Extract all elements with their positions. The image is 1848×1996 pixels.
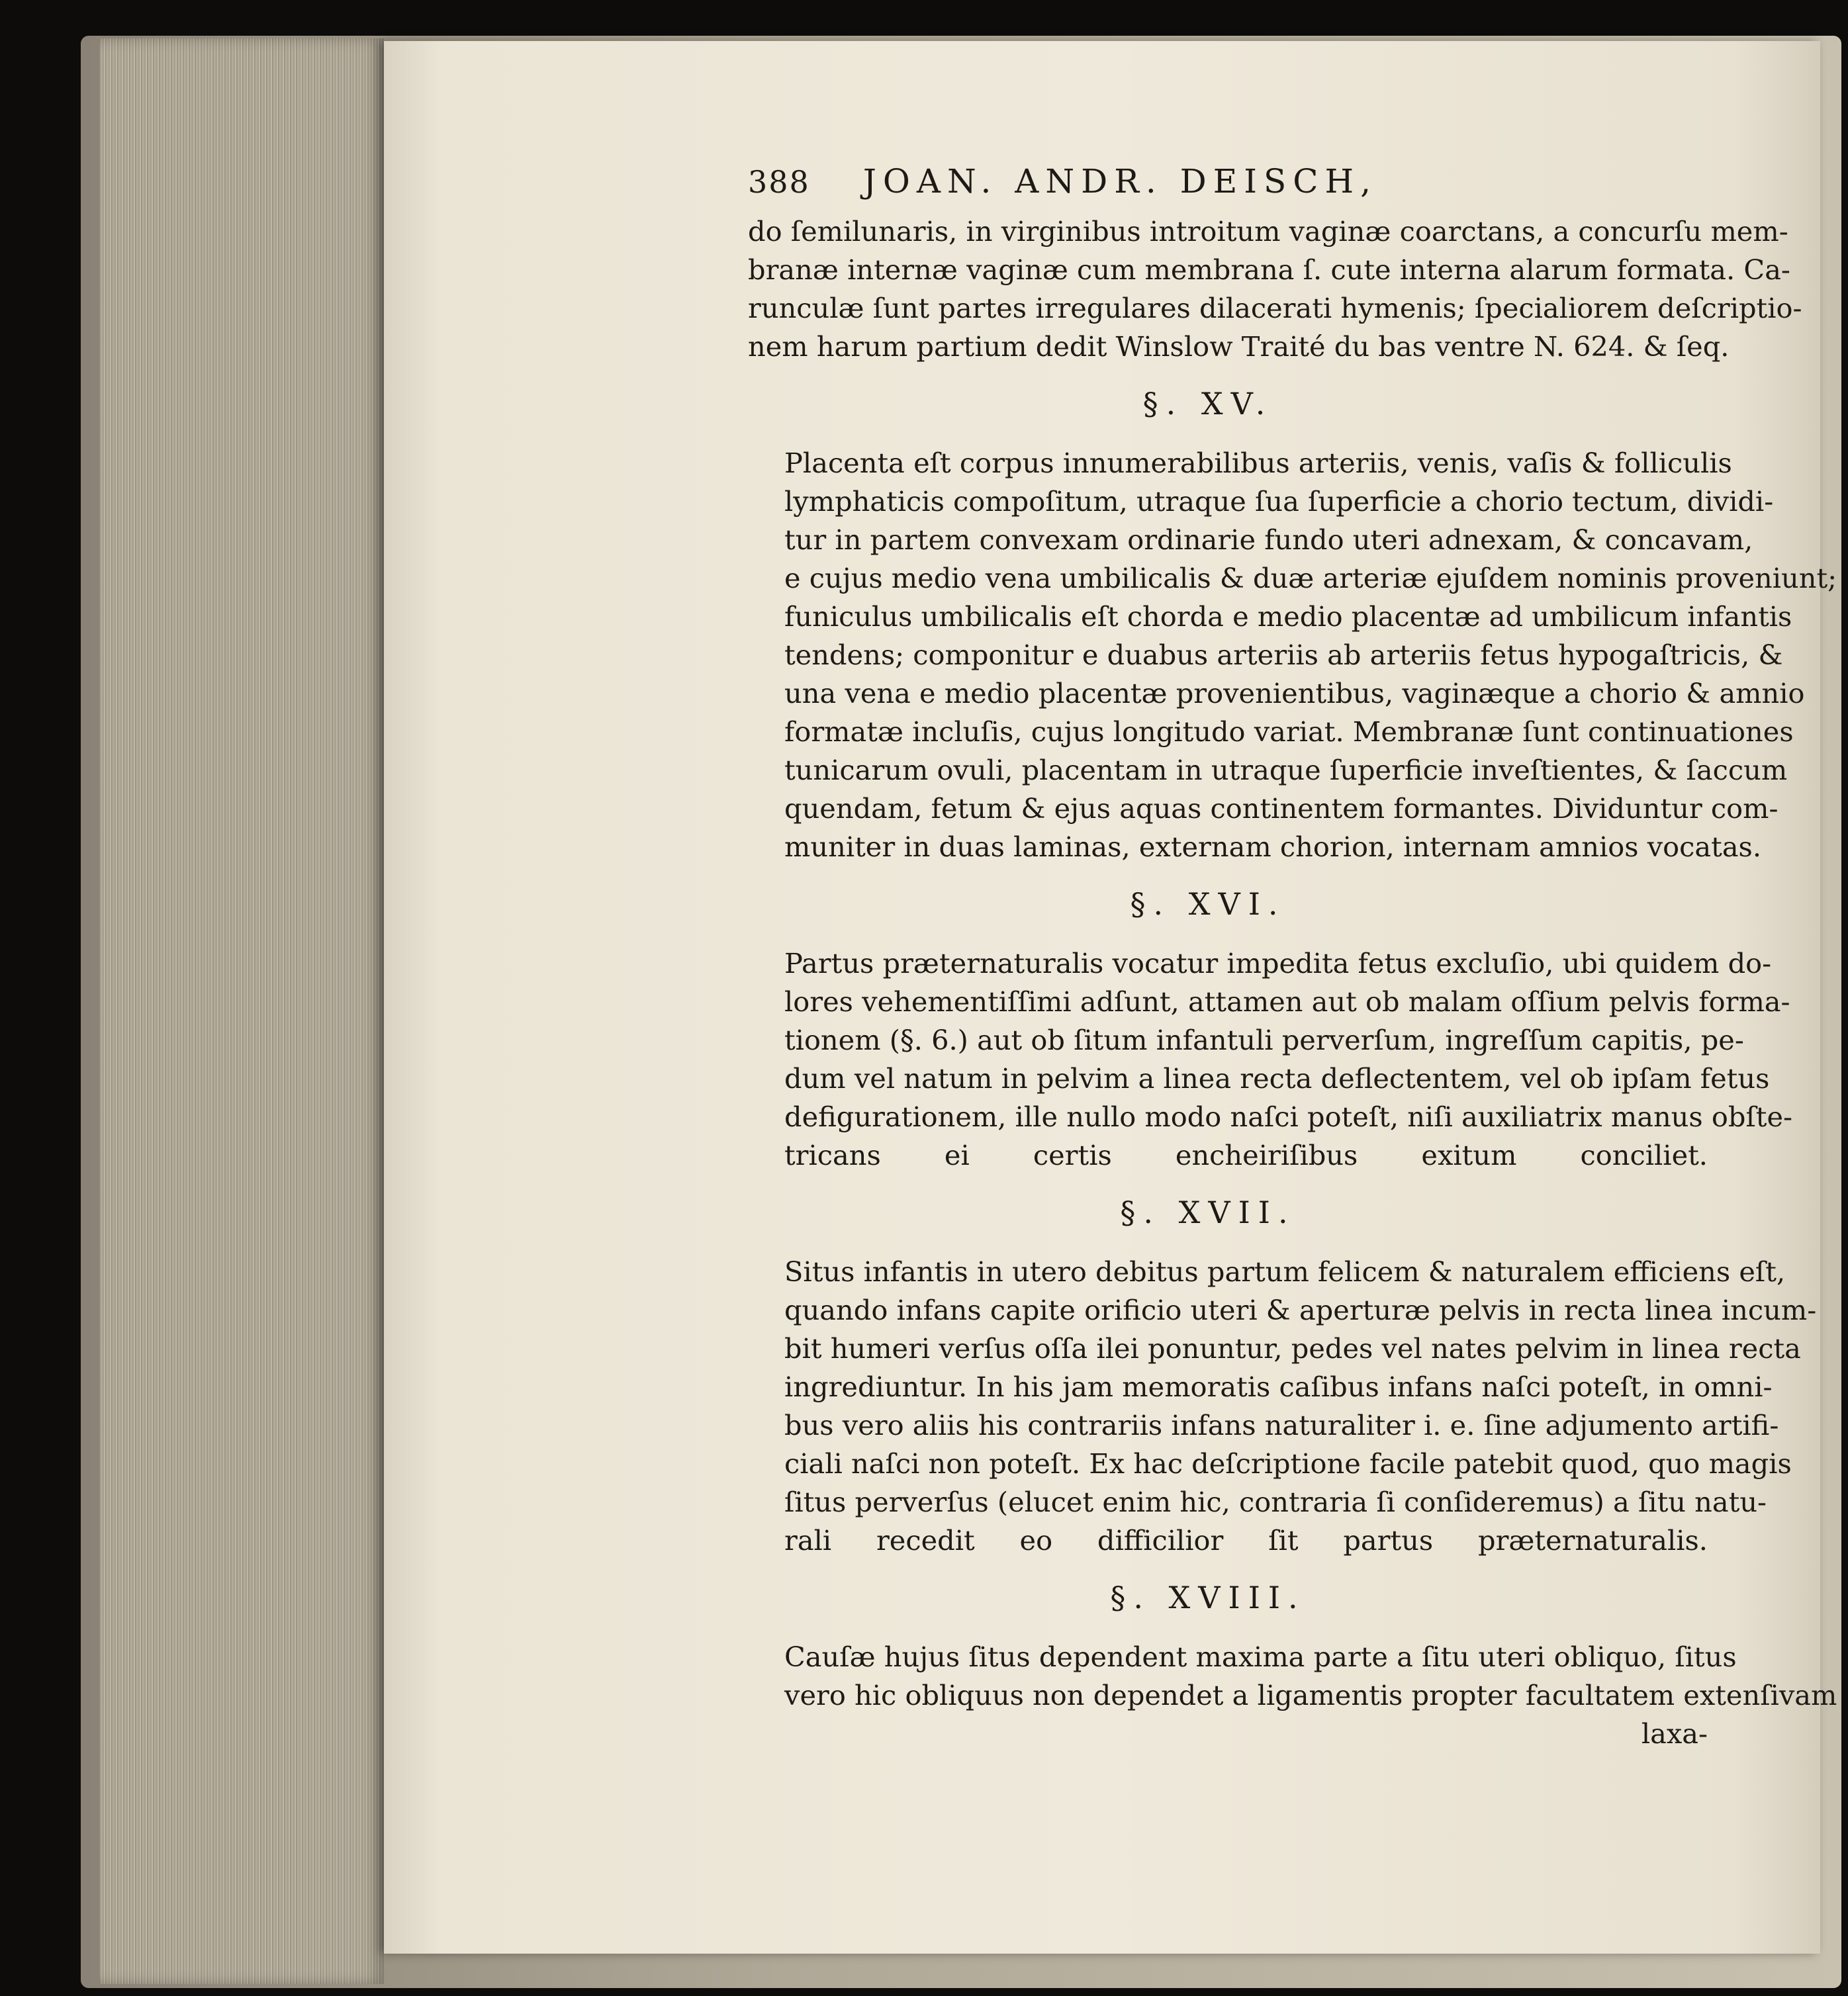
text-line: do ſemilunaris, in virginibus introitum vaginæ coarctans, a concurſu mem- [748, 215, 1788, 248]
text-line: Situs infantis in utero debitus partum felicem & naturalem efficiens eſt, [784, 1255, 1786, 1288]
paragraph [748, 212, 1802, 366]
text-line: rali recedit eo difficilior ſit partus præternaturalis. [784, 1524, 1708, 1557]
text-line: defigurationem, ille nullo modo naſci poteſt, niſi auxiliatrix manus obſte- [784, 1101, 1793, 1133]
text-line: tendens; componitur e duabus arteriis ab arteriis fetus hypogaſtricis, & [784, 639, 1783, 671]
running-head-author: JOAN. ANDR. DEISCH, [862, 162, 1378, 201]
text-block [748, 162, 1837, 1753]
text-line: bus vero aliis his contrariis infans naturaliter i. e. ſine adjumento artifi- [784, 1409, 1779, 1441]
text-line: ingrediuntur. In his jam memoratis caſibus infans naſci poteſt, in omni- [784, 1371, 1773, 1403]
text-line: tionem (§. 6.) aut ob ſitum infantuli perverſum, ingreſſum capitis, pe- [784, 1024, 1744, 1056]
text-line: formatæ incluſis, cujus longitudo variat. Membranæ ſunt continuationes [784, 715, 1794, 748]
section-heading: §. XVII. [1120, 1195, 1296, 1230]
text-line: lymphaticis compoſitum, utraque ſua ſuperficie a chorio tectum, dividi- [784, 485, 1774, 518]
page-number: 388 [748, 164, 810, 200]
body-content [748, 212, 1837, 1715]
section-heading: §. XV. [1142, 386, 1273, 422]
text-line: ciali naſci non poteſt. Ex hac deſcriptione facile patebit quod, quo magis [784, 1447, 1792, 1480]
text-line: una vena e medio placentæ provenientibus, vaginæque a chorio & amnio [784, 677, 1805, 709]
text-line: runculæ ſunt partes irregulares dilacerati hymenis; ſpecialiorem deſcriptio- [748, 292, 1802, 324]
text-line: ſitus perverſus (elucet enim hic, contraria ſi conſideremus) a ſitu natu- [784, 1486, 1767, 1518]
page-edges [99, 38, 384, 1984]
section-heading: §. XVIII. [1110, 1580, 1306, 1615]
section-heading: §. XVI. [1130, 886, 1286, 922]
text-line: quendam, fetum & ejus aquas continentem formantes. Dividuntur com- [784, 792, 1779, 825]
text-line: lores vehementiſſimi adſunt, attamen aut ob malam oſſium pelvis forma- [784, 985, 1790, 1018]
catchword: laxa- [1641, 1717, 1708, 1750]
text-line: tunicarum ovuli, placentam in utraque ſuperficie inveſtientes, & ſaccum [784, 754, 1788, 786]
text-line: nem harum partium dedit Winslow Traité du bas ventre N. 624. & ſeq. [748, 330, 1730, 363]
paragraph [748, 944, 1793, 1175]
text-line: vero hic obliquus non dependet a ligamentis propter facultatem extenſivam [784, 1679, 1837, 1711]
text-line: branæ internæ vaginæ cum membrana ſ. cute interna alarum formata. Ca- [748, 253, 1790, 286]
paragraph [748, 1638, 1837, 1715]
paragraph [748, 444, 1837, 866]
text-line: bit humeri verſus oſſa ilei ponuntur, pedes vel nates pelvim in linea recta [784, 1332, 1801, 1365]
text-line: Cauſæ hujus ſitus dependent maxima parte a ſitu uteri obliquo, ſitus [784, 1641, 1737, 1673]
paragraph [748, 1253, 1817, 1560]
text-line: dum vel natum in pelvim a linea recta deflectentem, vel ob ipſam fetus [784, 1062, 1770, 1095]
text-line: tricans ei certis encheiriſibus exitum conciliet. [784, 1139, 1708, 1171]
text-line: funiculus umbilicalis eſt chorda e medio placentæ ad umbilicum infantis [784, 600, 1792, 633]
text-line: tur in partem convexam ordinarie fundo uteri adnexam, & concavam, [784, 523, 1753, 556]
text-line: e cujus medio vena umbilicalis & duæ arteriæ ejuſdem nominis proveniunt; [784, 562, 1837, 594]
text-line: Placenta eſt corpus innumerabilibus arteriis, venis, vaſis & folliculis [784, 447, 1732, 479]
text-line: quando infans capite orificio uteri & aperturæ pelvis in recta linea incum- [784, 1294, 1817, 1326]
text-line: muniter in duas laminas, externam chorion, internam amnios vocatas. [784, 831, 1762, 863]
text-line: Partus præternaturalis vocatur impedita fetus excluſio, ubi quidem do- [784, 947, 1772, 979]
running-head [748, 162, 1708, 201]
